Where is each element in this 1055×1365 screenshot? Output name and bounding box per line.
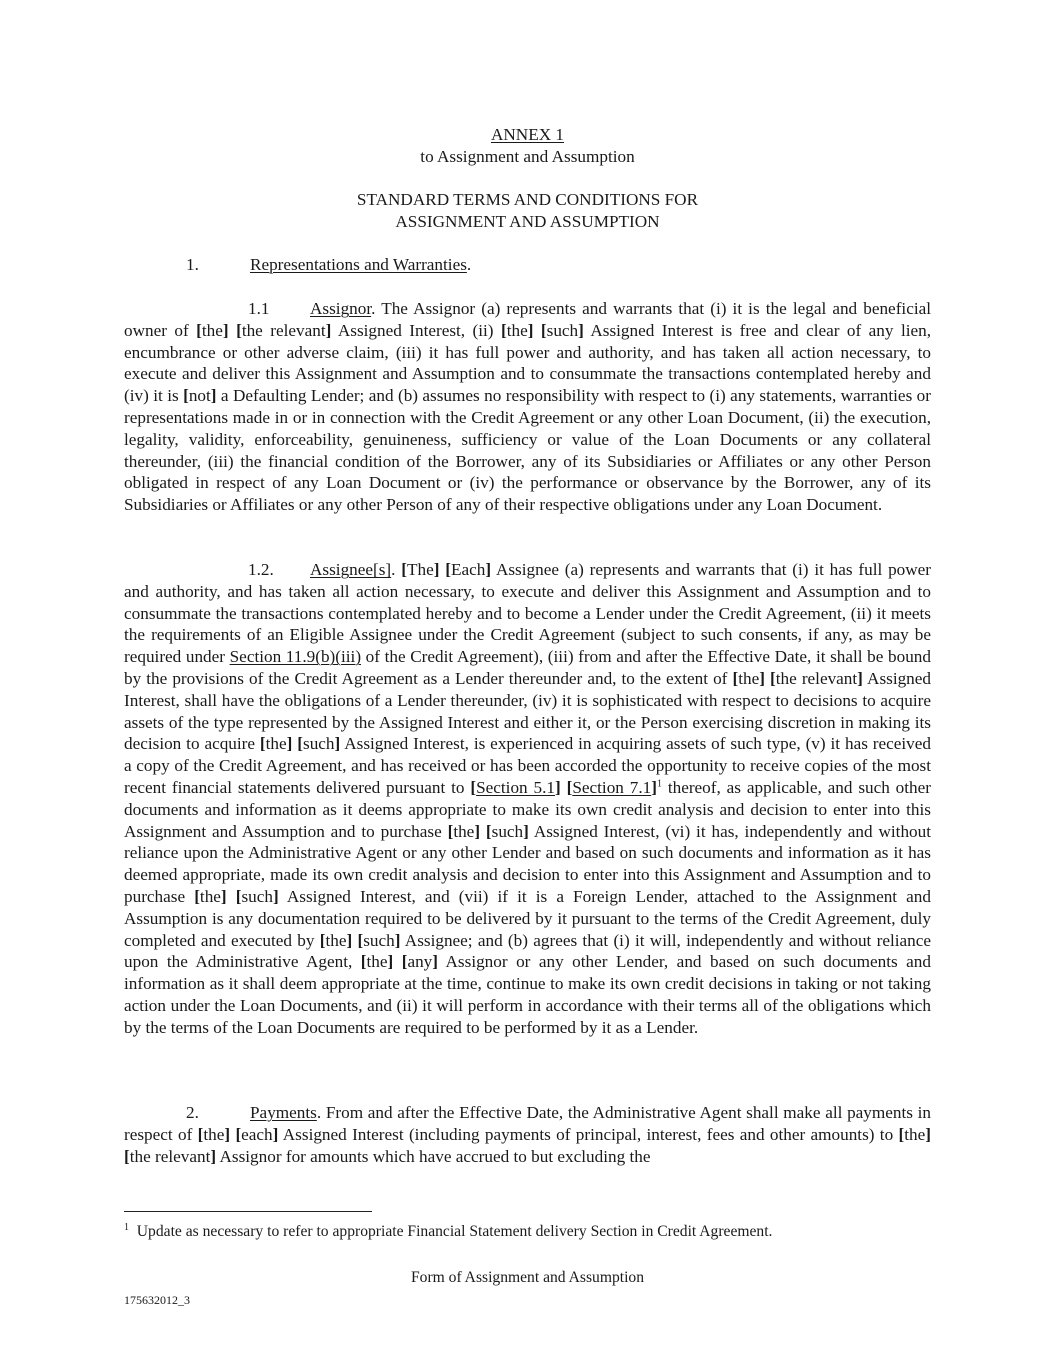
footnote-reference: 1 <box>656 778 662 790</box>
section-2-number: 2. <box>186 1103 199 1122</box>
footnote-marker: 1 <box>124 1221 129 1233</box>
annex-title: ANNEX 1 <box>490 125 565 144</box>
section-1-number: 1. <box>186 255 199 274</box>
footnote-text: Update as necessary to refer to appropriate Financial Statement delivery Section in Credit Agreement. <box>136 1223 773 1240</box>
section-reference-11-9: Section 11.9(b)(iii) <box>229 647 362 667</box>
document-title-line-1: STANDARD TERMS AND CONDITIONS FOR <box>356 190 699 209</box>
paragraph-1-1-assignor: 1.1 Assignor. The Assignor (a) represents and warrants that (i) it is the legal and beneficial owner of [the] [the relevant] Assigned Interest, (ii) [the] [such] Assigned Interest is free and clear of any lien, encumbrance or other adverse claim, (iii) it has full power and authority, and has taken all action necessary, to execute and deliver this Assignment and Assumption and to consummate the transactions contemplated hereby and (iv) it is [not] a Defaulting Lender; and (b) assumes no responsibility with respect to (i) any statements, warranties or representations made in or in connection with the Credit Agreement or any other Loan Document, (ii) the execution, legality, validity, enforceability, genuineness, sufficiency or value of the Loan Documents or any collateral thereunder, (iii) the financial condition of the Borrower, any of its Subsidiaries or Affiliates or any other Person obligated in respect of any Loan Document or (iv) the performance or observance by the Borrower, any of its Subsidiaries or Affiliates or any other Person of any of their respective obligations under any Loan Document. <box>124 299 932 515</box>
paragraph-1-2-number: 1.2. <box>248 560 274 579</box>
section-1-heading: 1. Representations and Warranties. <box>124 254 931 276</box>
section-1-title: Representations and Warranties <box>250 255 467 274</box>
document-id: 175632012_3 <box>124 1293 190 1307</box>
section-reference-5-1: Section 5.1 <box>476 777 555 797</box>
footnote <box>124 1221 931 1243</box>
section-reference-7-1: Section 7.1 <box>572 777 652 797</box>
document-title-line-2: ASSIGNMENT AND ASSUMPTION <box>395 212 660 231</box>
paragraph-1-2-assignees: 1.2. Assignee[s]. [The] [Each] Assignee (a) represents and warrants that (i) it has full power and authority, and has taken all action necessary, to execute and deliver this Assignment and Assumption and to consummate the transactions contemplated hereby and to become a Lender under the Credit Agreement, (ii) it meets the requirements of an Eligible Assignee under the Credit Agreement (subject to such consents, if any, as may be required under Section 11.9(b)(iii) of the Credit Agreement), (iii) from and after the Effective Date, it shall be bound by the provisions of the Credit Agreement as a Lender thereunder and, to the extent of [the] [the relevant] Assigned Interest, shall have the obligations of a Lender thereunder, (iv) it is sophisticated with respect to decisions to acquire assets of the type represented by the Assigned Interest and either it, or the Person exercising discretion in making its decision to acquire [the] [such] Assigned Interest, is experienced in acquiring assets of such type, (v) it has received a copy of the Credit Agreement, and has received or has been accorded the opportunity to receive copies of the most recent financial statements delivered pursuant to [Section 5.1] [Section 7.1]$^1$ thereof, as applicable, and such other documents and information as it deems appropriate to make its own credit analysis and decision to enter into this Assignment and Assumption and to purchase [the] [such] Assigned Interest, (vi) it has, independently and without reliance upon the Administrative Agent or any other Lender and based on such documents and information as it has deemed appropriate, made its own credit analysis and decision to enter into this Assignment and Assumption and to purchase [the] [such] Assigned Interest, and (vii) if it is a Foreign Lender, attached to the Assignment and Assumption is any documentation required to be delivered by it pursuant to the terms of the Credit Agreement, duly completed and executed by [the] [such] Assignee; and (b) agrees that (i) it will, independently and without reliance upon the Administrative Agent, [the] [any] Assignor or any other Lender, and based on such documents and information as it shall deem appropriate at the time, continue to make its own credit decisions in taking or not taking action under the Loan Documents, and (ii) it will perform in accordance with their terms all of the obligations which by the terms of the Loan Documents are required to be performed by it as a Lender. <box>124 560 932 1037</box>
paragraph-1-2-heading: Assignee[s] <box>310 560 392 579</box>
paragraph-1-1-number: 1.1 <box>248 299 270 318</box>
paragraph-1-1-heading: Assignor <box>310 299 372 318</box>
section-2-payments: 2. Payments. From and after the Effective Date, the Administrative Agent shall make all payments in respect of [the] [each] Assigned Interest (including payments of principal, interest, fees and other amounts) to [the] [the relevant] Assignor for amounts which have accrued to but excluding the <box>124 1103 931 1166</box>
page-footer-title: Form of Assignment and Assumption <box>410 1269 645 1286</box>
footnote-separator <box>124 1211 372 1212</box>
annex-subtitle: to Assignment and Assumption <box>420 147 635 166</box>
section-2-heading: Payments <box>250 1103 317 1122</box>
